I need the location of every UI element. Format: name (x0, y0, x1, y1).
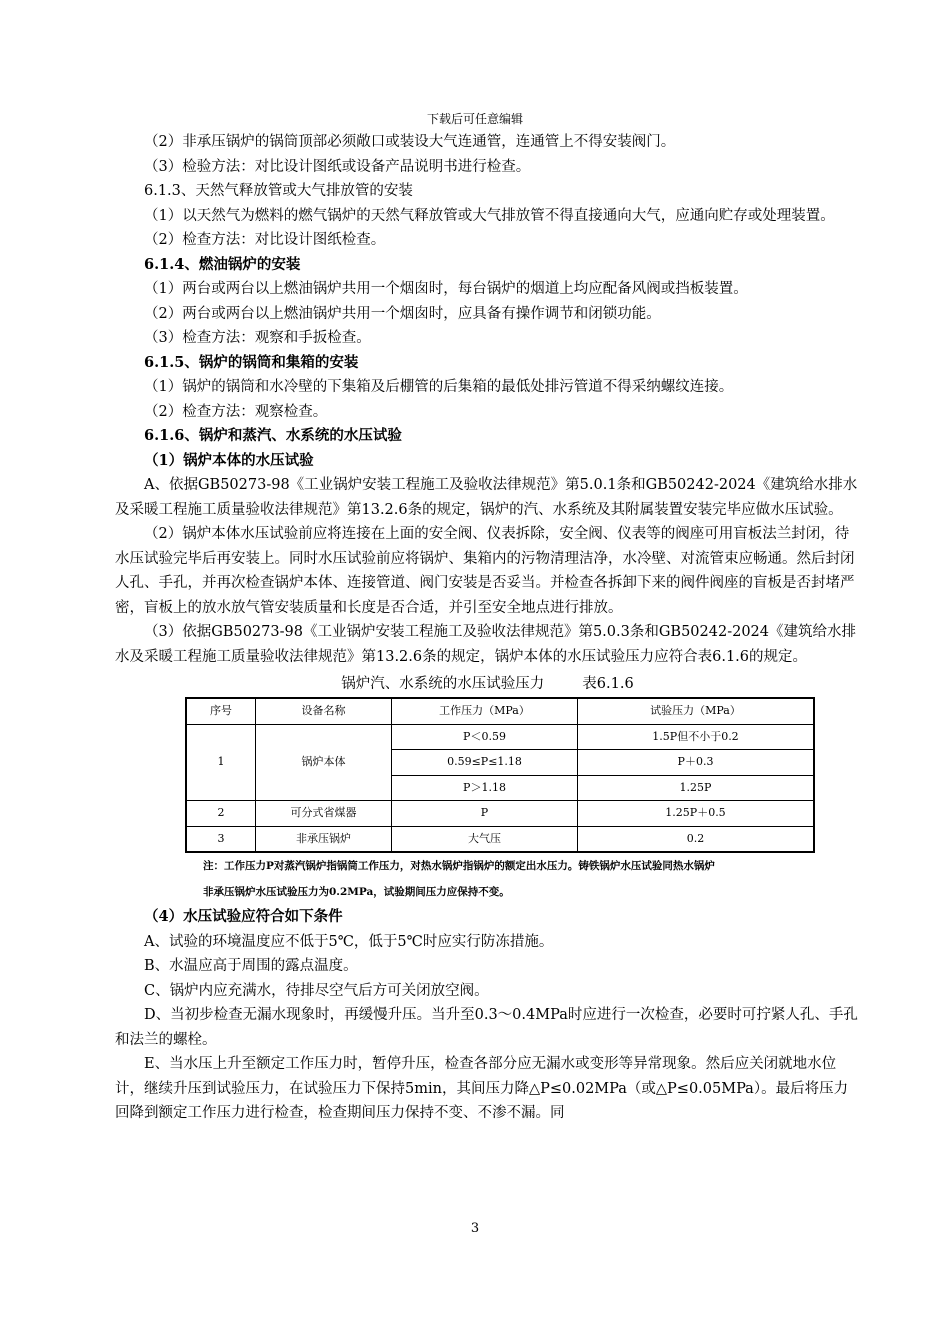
table-row (186, 801, 814, 827)
table-title: 锅炉汽、水系统的水压试验压力 (341, 676, 545, 692)
table-row (186, 724, 814, 750)
section-heading-6-1-3: 6.1.3、天然气释放管或大气排放管的安装 (144, 183, 413, 199)
paragraph: （1）以天然气为燃料的燃气锅炉的天然气释放管或大气排放管不得直接通向大气，应通向贮存或处理装置。 (144, 207, 835, 224)
table-cell: P (392, 801, 578, 827)
table-note-line: 非承压锅炉水压试验压力为0.2MPa，试验期间压力应保持不变。 (203, 886, 510, 898)
section-heading-6-1-6: 6.1.6、锅炉和蒸汽、水系统的水压试验 (144, 427, 402, 444)
subsection-heading: （4）水压试验应符合如下条件 (144, 908, 343, 925)
table-cell: 1.25P＋0.5 (578, 801, 815, 827)
table-cell: P＞1.18 (392, 775, 578, 801)
table-cell: 0.59≤P≤1.18 (392, 750, 578, 776)
table-note (115, 853, 860, 905)
subsection-heading: （1）锅炉本体的水压试验 (144, 451, 314, 469)
page-number: 3 (470, 1221, 480, 1236)
table-cell: 1 (186, 724, 256, 801)
paragraph: （1）两台或两台以上燃油锅炉共用一个烟囱时，每台锅炉的烟道上均应配备风阀或挡板装置。 (144, 281, 748, 297)
paragraph: A、试验的环境温度应不低于5℃，低于5℃时应实行防冻措施。 (144, 933, 554, 950)
table-cell: 2 (186, 801, 256, 827)
table-caption (115, 671, 860, 697)
table-cell: 可分式省煤器 (256, 801, 392, 827)
section-heading-6-1-4: 6.1.4、燃油锅炉的安装 (144, 255, 301, 273)
paragraph: C、锅炉内应充满水，待排尽空气后方可关闭放空阀。 (144, 982, 489, 999)
section-heading-6-1-5: 6.1.5、锅炉的锅筒和集箱的安装 (144, 353, 359, 371)
table-cell: P＜0.59 (392, 724, 578, 750)
table-cell: 大气压 (392, 826, 578, 852)
table-cell: 0.2 (578, 826, 815, 852)
paragraph: （2）检查方法：对比设计图纸检查。 (144, 232, 386, 248)
paragraph: B、水温应高于周围的露点温度。 (144, 958, 358, 974)
table-row (186, 826, 814, 852)
header-cell: 工作压力（MPa） (392, 698, 578, 724)
table-cell: 非承压锅炉 (256, 826, 392, 852)
table-cell: 3 (186, 826, 256, 852)
table-header-row (186, 698, 814, 724)
page-content (115, 130, 860, 1126)
table-number: 表6.1.6 (582, 676, 634, 692)
paragraph: （2）锅炉本体水压试验前应将连接在上面的安全阀、仪表拆除，安全阀、仪表等的阀座可用盲板法兰封闭，待水压试验完毕后再安装上。同时水压试验前应将锅炉、集箱内的污物清理洁净，水冷壁、对流管束应畅通。然后封闭人孔、手孔，并再次检查锅炉本体、连接管道、阀门安装是否妥当。并检查各拆卸下来的阀件阀座的盲板是否封堵严密，盲板上的放水放气管安装质量和长度是否合适，并引至安全地点进行排放。 (115, 526, 855, 616)
pressure-table (185, 697, 815, 853)
paragraph: （1）锅炉的锅筒和水冷壁的下集箱及后棚管的后集箱的最低处排污管道不得采纳螺纹连接。 (144, 379, 734, 395)
paragraph: D、当初步检查无漏水现象时，再缓慢升压。当升至0.3～0.4MPa时应进行一次检查，必要时可拧紧人孔、手孔和法兰的螺栓。 (115, 1007, 858, 1048)
paragraph: （3）依据GB50273-98《工业锅炉安装工程施工及验收法律规范》第5.0.3条和GB50242-2024《建筑给水排水及采暖工程施工质量验收法律规范》第13.2.6条的规定，锅炉本体的水压试验压力应符合表6.1.6的规定。 (115, 624, 856, 665)
table-cell: 1.25P (578, 775, 815, 801)
page-header: 下载后可任意编辑 (426, 112, 523, 126)
paragraph: E、当水压上升至额定工作压力时，暂停升压，检查各部分应无漏水或变形等异常现象。然后应关闭就地水位计，继续升压到试验压力，在试验压力下保持5min，其间压力降△P≤0.02MPa（或△P≤0.05MPa）。最后将压力回降到额定工作压力进行检查，检查期间压力保持不变、不渗不漏。同 (115, 1056, 849, 1121)
paragraph: （2）两台或两台以上燃油锅炉共用一个烟囱时，应具备有操作调节和闭锁功能。 (144, 305, 661, 322)
table-cell: 锅炉本体 (256, 724, 392, 801)
paragraph: （2）检查方法：观察检查。 (144, 403, 328, 420)
header-cell: 试验压力（MPa） (578, 698, 815, 724)
paragraph: A、依据GB50273-98《工业锅炉安装工程施工及验收法律规范》第5.0.1条和GB50242-2024《建筑给水排水及采暖工程施工质量验收法律规范》第13.2.6条的规定，锅炉的汽、水系统及其附属装置安装完毕应做水压试验。 (115, 477, 858, 518)
table-cell: 1.5P但不小于0.2 (578, 724, 815, 750)
header-cell: 设备名称 (256, 698, 392, 724)
table-note-line: 注：工作压力P对蒸汽锅炉指锅筒工作压力，对热水锅炉指锅炉的额定出水压力。铸铁锅炉水压试验同热水锅炉 (203, 860, 715, 872)
paragraph: （3）检查方法：观察和手扳检查。 (144, 330, 371, 346)
paragraph: （3）检验方法：对比设计图纸或设备产品说明书进行检查。 (144, 158, 531, 175)
paragraph: （2）非承压锅炉的锅筒顶部必须敞口或装设大气连通管，连通管上不得安装阀门。 (144, 134, 676, 150)
header-cell: 序号 (186, 698, 256, 724)
table-cell: P＋0.3 (578, 750, 815, 776)
